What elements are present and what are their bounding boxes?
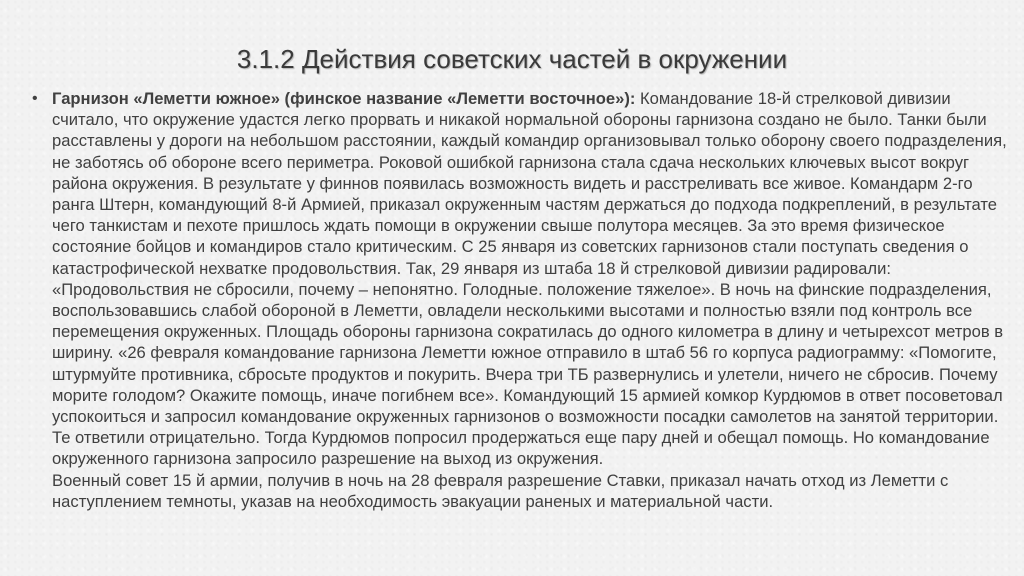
paragraph-2: Военный совет 15 й армии, получив в ночь на 28 февраля разрешение Ставки, приказал начать отход из Леметти с наступлением темноты, указав на необходимость эвакуации раненых и материальной части.	[52, 470, 949, 511]
slide-content	[30, 88, 1012, 512]
paragraph-1	[52, 88, 1012, 470]
paragraph-1-lead: Гарнизон «Леметти южное» (финское название «Леметти восточное»):	[52, 89, 636, 108]
paragraph-1-body: Командование 18-й стрелковой дивизии считало, что окружение удастся легко прорвать и никакой нормальной обороны гарнизона создано не было. Танки были расставлены у дороги на небольшом расстоянии, каждый командир организовывал только оборону своего подразделения, не заботясь об обороне всего периметра. Роковой ошибкой гарнизона стала сдача нескольких ключевых высот вокруг района окружения. В результате у финнов появилась возможность видеть и расстреливать все живое. Командарм 2-го ранга Штерн, командующий 8-й Армией, приказал окруженным частям держаться до подхода подкреплений, в результате чего танкистам и пехоте пришлось ждать помощи в окружении свыше полутора месяцев. За это время физическое состояние бойцов и командиров стало критическим. С 25 января из советских гарнизонов стали поступать сведения о катастрофической нехватке продовольствия. Так, 29 января из штаба 18 й стрелковой дивизии радировали: «Продовольствия не сбросили, почему – непонятно. Голодные. положение тяжелое». В ночь на финские подразделения, воспользовавшись слабой обороной в Леметти, овладели несколькими высотами и полностью взяли под контроль все перемещения окруженных. Площадь обороны гарнизона сократилась до одного километра в длину и четырехсот метров в ширину. «26 февраля командование гарнизона Леметти южное отправило в штаб 56 го корпуса радиограмму: «Помогите, штурмуйте противника, сбросьте продуктов и покурить. Вчера три ТБ развернулись и улетели, ничего не сбросив. Почему морите голодом? Окажите помощь, иначе погибнем все». Командующий 15 армией комкор Курдюмов в ответ посоветовал успокоиться и запросил командование окруженных гарнизонов о возможности посадки самолетов на занятой территории. Те ответили отрицательно. Тогда Курдюмов попросил продержаться еще пару дней и обещал помощь. Но командование окруженного гарнизона запросило разрешение на выход из окружения.	[52, 89, 1007, 469]
bullet-item	[30, 88, 1012, 512]
bullet-icon: •	[32, 90, 38, 107]
slide-title: 3.1.2 Действия советских частей в окружении	[236, 44, 788, 74]
